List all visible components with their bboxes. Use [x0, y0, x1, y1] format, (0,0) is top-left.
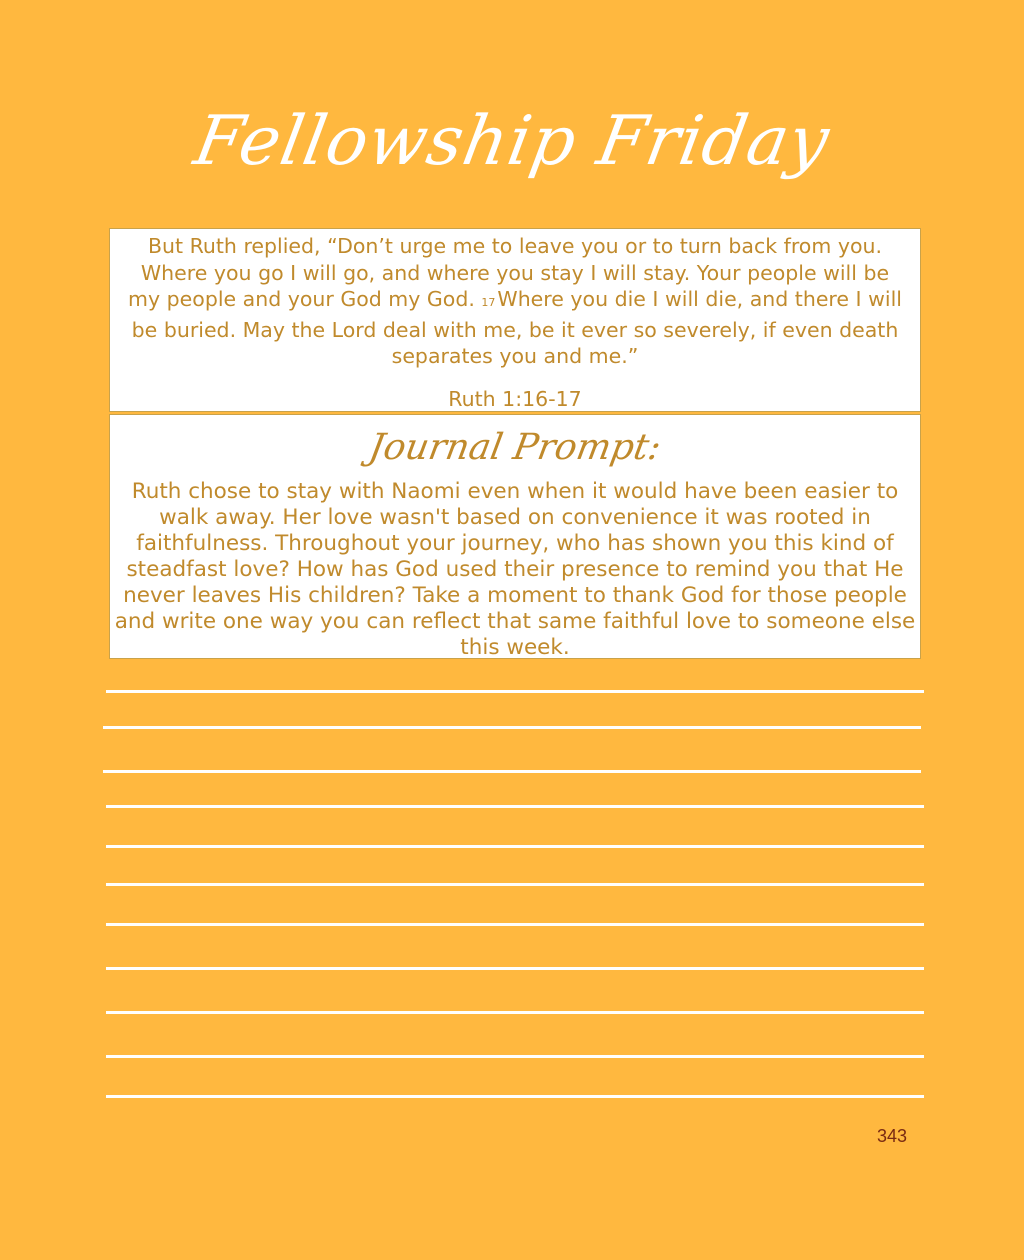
verse-number: 17	[481, 296, 496, 309]
scripture-reference: Ruth 1:16-17	[448, 386, 582, 411]
writing-line[interactable]	[106, 805, 924, 808]
scripture-text	[128, 233, 902, 370]
writing-line[interactable]	[106, 690, 924, 693]
scripture-text-part-1: But Ruth replied, “Don’t urge me to leave you or to turn back from you. Where you go I will go, and where you stay I will stay. Your people will be my people and your God my God.	[128, 234, 890, 311]
writing-line[interactable]	[103, 770, 921, 773]
writing-line[interactable]	[106, 883, 924, 886]
writing-line[interactable]	[106, 1095, 924, 1098]
journal-prompt-heading: Journal Prompt:	[365, 427, 665, 468]
writing-line[interactable]	[106, 845, 924, 848]
journal-prompt-box	[109, 414, 921, 659]
writing-line[interactable]	[106, 1055, 924, 1058]
page-title: Fellowship Friday	[188, 102, 836, 181]
writing-line[interactable]	[106, 923, 924, 926]
writing-line[interactable]	[106, 967, 924, 970]
page-number: 343	[877, 1126, 908, 1146]
writing-line[interactable]	[103, 726, 921, 729]
writing-line[interactable]	[106, 1011, 924, 1014]
journal-prompt-text: Ruth chose to stay with Naomi even when it would have been easier to walk away. Her love wasn't based on convenience it was rooted in faithfulness. Throughout your journey, who has shown you this kind of steadfast love? How has God used their presence to remind you that He never leaves His children? Take a moment to thank God for those people and write one way you can reflect that same faithful love to someone else this week.	[114, 479, 916, 660]
scripture-text-part-2: Where you die I will die, and there I will be buried. May the Lord deal with me, be it ever so severely, if even death separates you and me.”	[131, 287, 902, 368]
scripture-box	[109, 228, 921, 412]
